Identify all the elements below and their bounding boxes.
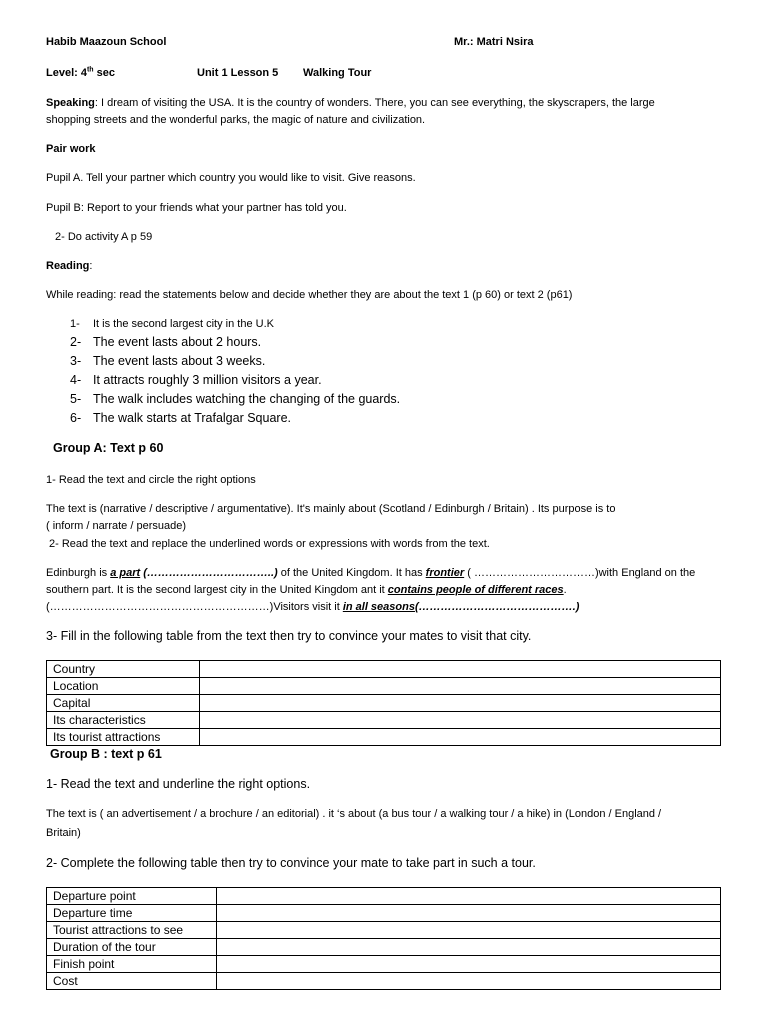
fill-text: of the United Kingdom. It has: [277, 567, 426, 579]
table-answer-cell[interactable]: [217, 888, 721, 905]
statement-text: The walk starts at Trafalgar Square.: [93, 411, 292, 425]
group-b-options-line-2: Britain): [46, 827, 81, 839]
level-superscript: th: [86, 66, 94, 74]
statement-item: [70, 390, 400, 409]
statement-number: 4-: [70, 373, 82, 387]
table-answer-cell[interactable]: [200, 695, 721, 712]
table-row: [47, 888, 721, 905]
level-suffix: sec: [93, 67, 115, 79]
unit-label: Unit 1 Lesson 5: [197, 67, 279, 79]
fill-text: ( ……………………………)with England on the: [464, 567, 696, 579]
table-row: [47, 678, 721, 695]
group-a-question-3: 3- Fill in the following table from the text then try to convince your mates to visit that city.: [46, 629, 532, 643]
group-a-question-2: 2- Read the text and replace the underlined words or expressions with words from the text.: [49, 538, 490, 550]
table-label-cell: Its characteristics: [47, 712, 200, 729]
table-answer-cell[interactable]: [200, 661, 721, 678]
group-a-options-line-2: ( inform / narrate / persuade): [46, 520, 187, 532]
table-row: [47, 712, 721, 729]
table-answer-cell[interactable]: [217, 956, 721, 973]
pupil-a-instruction: Pupil A. Tell your partner which country you would like to visit. Give reasons.: [46, 172, 416, 184]
activity-instruction: 2- Do activity A p 59: [55, 231, 153, 243]
reading-label: Reading: [46, 260, 90, 272]
group-a-options-line-1: The text is (narrative / descriptive / argumentative). It's mainly about (Scotland / Edinburgh / Britain) . Its purpose is to: [46, 503, 616, 515]
fill-line-3: [46, 599, 579, 616]
table-label-cell: Capital: [47, 695, 200, 712]
table-label-cell: Its tourist attractions: [47, 729, 200, 746]
statement-item: [70, 371, 400, 390]
speaking-text-1: : I dream of visiting the USA. It is the country of wonders. There, you can see everything, the skyscrapers, the large: [94, 97, 655, 109]
statement-text: The event lasts about 3 weeks.: [93, 354, 266, 368]
underlined-word: in all seasons: [342, 601, 415, 613]
reading-instruction: While reading: read the statements below and decide whether they are about the text 1 (p 60) or text 2 (p61): [46, 289, 573, 301]
table-answer-cell[interactable]: [217, 905, 721, 922]
group-b-heading: Group B : text p 61: [50, 747, 162, 761]
statements-list: [70, 316, 400, 428]
statement-number: 3-: [70, 354, 82, 368]
fill-text: .: [563, 584, 567, 596]
table-label-cell: Departure point: [47, 888, 217, 905]
group-a-question-1: 1- Read the text and circle the right options: [46, 474, 256, 486]
group-b-question-2: 2- Complete the following table then try to convince your mate to take part in such a tour.: [46, 856, 536, 870]
underlined-word: frontier: [425, 567, 465, 579]
table-row: [47, 939, 721, 956]
statement-number: 5-: [70, 392, 82, 406]
statement-text: It is the second largest city in the U.K: [93, 318, 274, 330]
table-row: [47, 922, 721, 939]
table-row: [47, 729, 721, 746]
table-label-cell: Finish point: [47, 956, 217, 973]
fill-text: Edinburgh is: [46, 567, 111, 579]
level-prefix: Level: 4: [46, 67, 87, 79]
reading-heading-line: Reading:: [46, 260, 93, 272]
group-a-table: [46, 660, 721, 746]
group-a-heading: Group A: Text p 60: [53, 441, 164, 455]
pupil-b-instruction: Pupil B: Report to your friends what your partner has told you.: [46, 202, 347, 214]
speaking-paragraph: [46, 95, 655, 112]
table-answer-cell[interactable]: [200, 712, 721, 729]
table-label-cell: Duration of the tour: [47, 939, 217, 956]
fill-blank: (……………………………..): [140, 567, 278, 579]
speaking-label: Speaking: [46, 97, 95, 109]
table-row: [47, 695, 721, 712]
statement-number: 6-: [70, 411, 82, 425]
table-row: [47, 905, 721, 922]
table-answer-cell[interactable]: [217, 973, 721, 990]
fill-line-2: [46, 582, 567, 599]
table-answer-cell[interactable]: [200, 678, 721, 695]
fill-blank: (…………………………………….): [414, 601, 580, 613]
table-row: [47, 973, 721, 990]
table-label-cell: Location: [47, 678, 200, 695]
group-b-question-1: 1- Read the text and underline the right options.: [46, 777, 311, 791]
table-answer-cell[interactable]: [200, 729, 721, 746]
statement-text: It attracts roughly 3 million visitors a year.: [93, 373, 322, 387]
group-b-table: [46, 887, 721, 990]
statement-number: 2-: [70, 335, 82, 349]
underlined-word: a part: [110, 567, 141, 579]
table-label-cell: Tourist attractions to see: [47, 922, 217, 939]
fill-text: (……………………………………………………)Visitors visit it: [46, 601, 343, 613]
statement-item: [70, 352, 400, 371]
table-row: [47, 661, 721, 678]
teacher-name: Mr.: Matri Nsira: [454, 36, 534, 48]
pair-work-heading: Pair work: [46, 143, 96, 155]
statement-item: [70, 333, 400, 352]
level-label: [46, 65, 115, 82]
table-row: [47, 956, 721, 973]
fill-line-1: [46, 565, 695, 582]
statement-item: [70, 409, 400, 428]
table-label-cell: Departure time: [47, 905, 217, 922]
fill-text: southern part. It is the second largest city in the United Kingdom ant it: [46, 584, 388, 596]
table-answer-cell[interactable]: [217, 922, 721, 939]
statement-text: The event lasts about 2 hours.: [93, 335, 262, 349]
statement-number: 1-: [70, 318, 80, 330]
lesson-title: Walking Tour: [303, 67, 372, 79]
table-label-cell: Country: [47, 661, 200, 678]
statement-text: The walk includes watching the changing of the guards.: [93, 392, 401, 406]
table-answer-cell[interactable]: [217, 939, 721, 956]
statement-item: [70, 316, 400, 333]
table-label-cell: Cost: [47, 973, 217, 990]
group-b-options-line-1: The text is ( an advertisement / a brochure / an editorial) . it ‘s about (a bus tour / a walking tour / a hike) in (London / England /: [46, 808, 662, 820]
speaking-text-2: shopping streets and the wonderful parks, the magic of nature and civilization.: [46, 114, 426, 126]
school-name: Habib Maazoun School: [46, 36, 167, 48]
underlined-word: contains people of different races: [387, 584, 564, 596]
